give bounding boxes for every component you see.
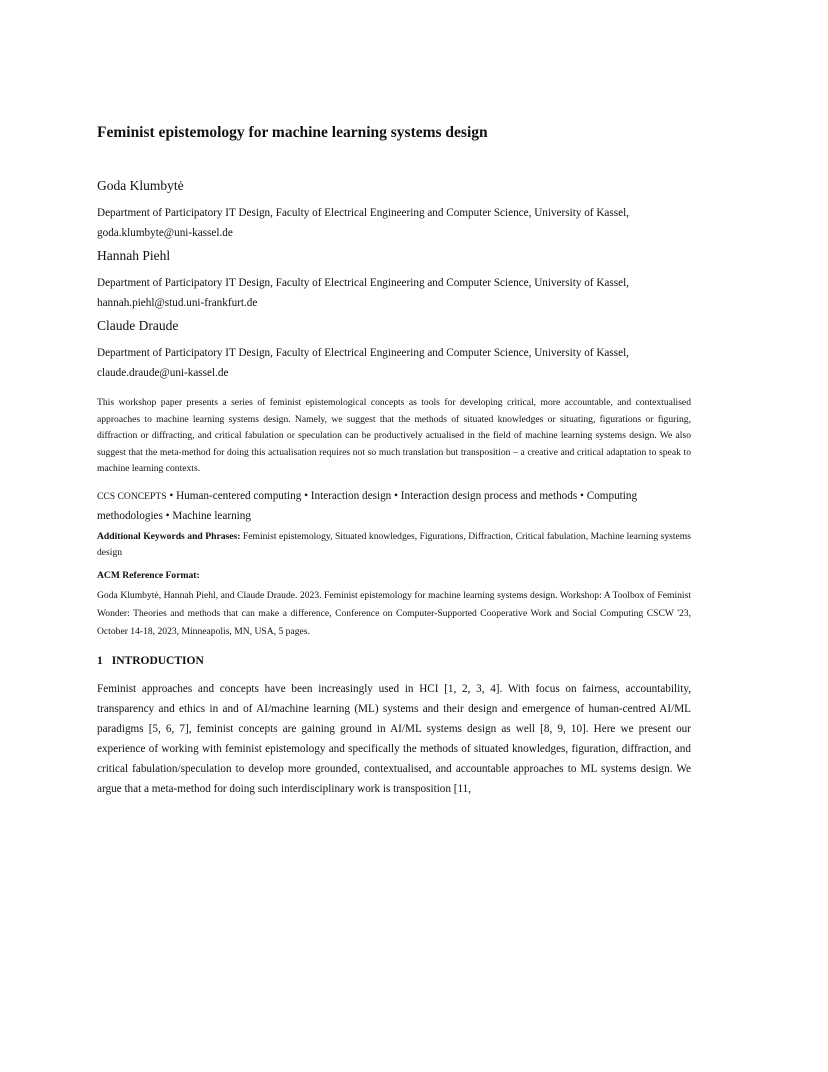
acm-reference-heading: ACM Reference Format: (97, 570, 200, 581)
keywords-text: Feminist epistemology, Situated knowledges, Figurations, Diffraction, Critical fabulation, Machine learning systems design (97, 531, 691, 558)
author-affiliation (97, 203, 691, 243)
keywords (97, 529, 691, 560)
keywords-label: Additional Keywords and Phrases: (97, 531, 241, 542)
author-affiliation (97, 273, 691, 313)
section-heading (97, 655, 204, 667)
abstract: This workshop paper presents a series of feminist epistemological concepts as tools for developing critical, more accountable, and contextualised approaches to machine learning systems design. Namely, we suggest that the methods of situated knowledges or situating, figurations or figuring, diffraction or diffracting, and critical fabulation or speculation can be productively actualised in the field of machine learning systems design. We also suggest that the meta-method for doing this actualisation requires not so much translation but transposition – a creative and critical adaptation to speak to machine learning contexts. (97, 397, 691, 475)
author-email: hannah.piehl@stud.uni-frankfurt.de (97, 297, 258, 309)
author-name: Hannah Piehl (97, 248, 171, 263)
author-email: claude.draude@uni-kassel.de (97, 367, 229, 379)
ccs-text: • Human-centered computing • Interaction design • Interaction design process and methods • Computing methodologies • Machine learning (97, 490, 638, 522)
introduction-paragraph: Feminist approaches and concepts have been increasingly used in HCI [1, 2, 3, 4]. With focus on fairness, accountability, transparency and ethics in and of AI/machine learning (ML) systems and their design and emergence of human-centred AI/ML paradigms [5, 6, 7], feminist concepts are gaining ground in AI/ML systems design as well [8, 9, 10]. Here we present our experience of working with feminist epistemology and specifically the methods of situated knowledges, figuration, diffraction, and critical fabulation/speculation to develop more grounded, contextualised, and accountable approaches to ML systems design. We argue that a meta-method for doing such interdisciplinary work is transposition [11, (97, 683, 691, 796)
ccs-label: CCS CONCEPTS (97, 491, 167, 502)
acm-reference-text: Goda Klumbytė, Hannah Piehl, and Claude Draude. 2023. Feminist epistemology for machine learning systems design. Workshop: A Toolbox of Feminist Wonder: Theories and methods that can make a difference, Conference on Computer-Supported Cooperative Work and Social Computing CSCW '23, October 14-18, 2023, Minneapolis, MN, USA, 5 pages. (97, 590, 691, 638)
affiliation-text: Department of Participatory IT Design, Faculty of Electrical Engineering and Computer Science, University of Kassel, (97, 277, 629, 289)
paper-title: Feminist epistemology for machine learning systems design (97, 124, 488, 141)
author-affiliation (97, 343, 691, 383)
affiliation-text: Department of Participatory IT Design, Faculty of Electrical Engineering and Computer Science, University of Kassel, (97, 207, 629, 219)
affiliation-text: Department of Participatory IT Design, Faculty of Electrical Engineering and Computer Science, University of Kassel, (97, 347, 629, 359)
section-title: INTRODUCTION (111, 655, 204, 667)
author-name: Goda Klumbytė (97, 178, 184, 193)
author-name: Claude Draude (97, 318, 179, 333)
ccs-concepts (97, 487, 691, 525)
section-number: 1 (97, 655, 103, 667)
author-email: goda.klumbyte@uni-kassel.de (97, 227, 233, 239)
